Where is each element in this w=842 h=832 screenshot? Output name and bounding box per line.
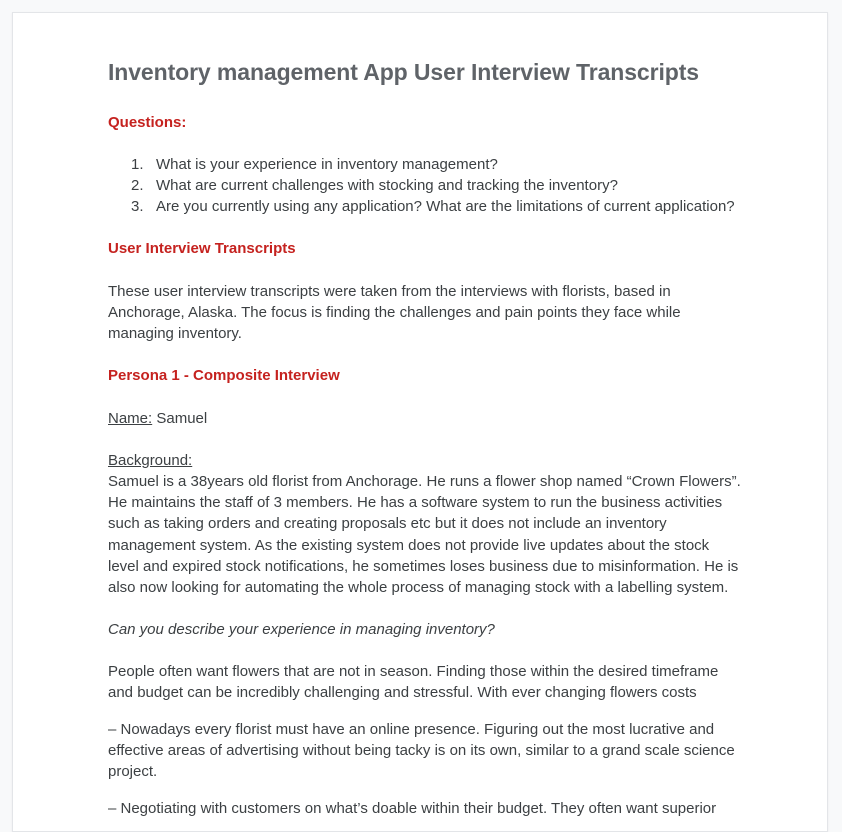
document-title: Inventory management App User Interview Transcripts — [108, 59, 699, 85]
document-page — [12, 12, 828, 832]
persona-name — [108, 408, 744, 429]
persona-heading: Persona 1 - Composite Interview — [108, 367, 340, 384]
question-number: 2. — [131, 177, 144, 195]
answer-paragraph: People often want flowers that are not in season. Finding those within the desired timeframe and budget can be incredibly challenging and stressful. With ever changing flowers costs — [108, 663, 719, 702]
question-number: 3. — [131, 198, 144, 216]
answer-paragraph: – Nowadays every florist must have an online presence. Figuring out the most lucrative and effective areas of advertising without being tacky is on its own, similar to a grand scale science project. — [108, 721, 735, 781]
transcripts-intro: These user interview transcripts were taken from the interviews with florists, based in Anchorage, Alaska. The focus is finding the challenges and pain points they face while managing inventory. — [108, 283, 681, 343]
interview-question: Can you describe your experience in managing inventory? — [108, 621, 495, 638]
transcripts-heading: User Interview Transcripts — [108, 240, 296, 257]
question-item — [108, 175, 735, 196]
questions-list — [108, 154, 735, 218]
background-label — [108, 450, 744, 471]
question-number: 1. — [131, 156, 144, 173]
question-item — [108, 196, 735, 217]
question-text: What is your experience in inventory management? — [156, 156, 498, 173]
question-text: What are current challenges with stocking and tracking the inventory? — [156, 177, 618, 195]
background-label-text: Background: — [108, 452, 193, 469]
question-text: Are you currently using any application? What are the limitations of current application? — [156, 198, 735, 216]
answer-paragraph: – Negotiating with customers on what’s doable within their budget. They often want superior — [108, 800, 717, 817]
name-value: Samuel — [152, 410, 208, 427]
questions-heading: Questions: — [108, 114, 187, 131]
background-text: Samuel is a 38years old florist from Anchorage. He runs a flower shop named “Crown Flowers”. He maintains the staff of 3 members. He has a software system to run the business activities such as taking orders and creating proposals etc but it does not include an inventory management system. As the existing system does not provide live updates about the stock level and expired stock notifications, he sometimes loses business due to misinformation. He is also now looking for automating the whole process of managing stock with a labelling system. — [108, 473, 741, 597]
name-label: Name: — [108, 410, 153, 427]
question-item — [108, 154, 735, 175]
